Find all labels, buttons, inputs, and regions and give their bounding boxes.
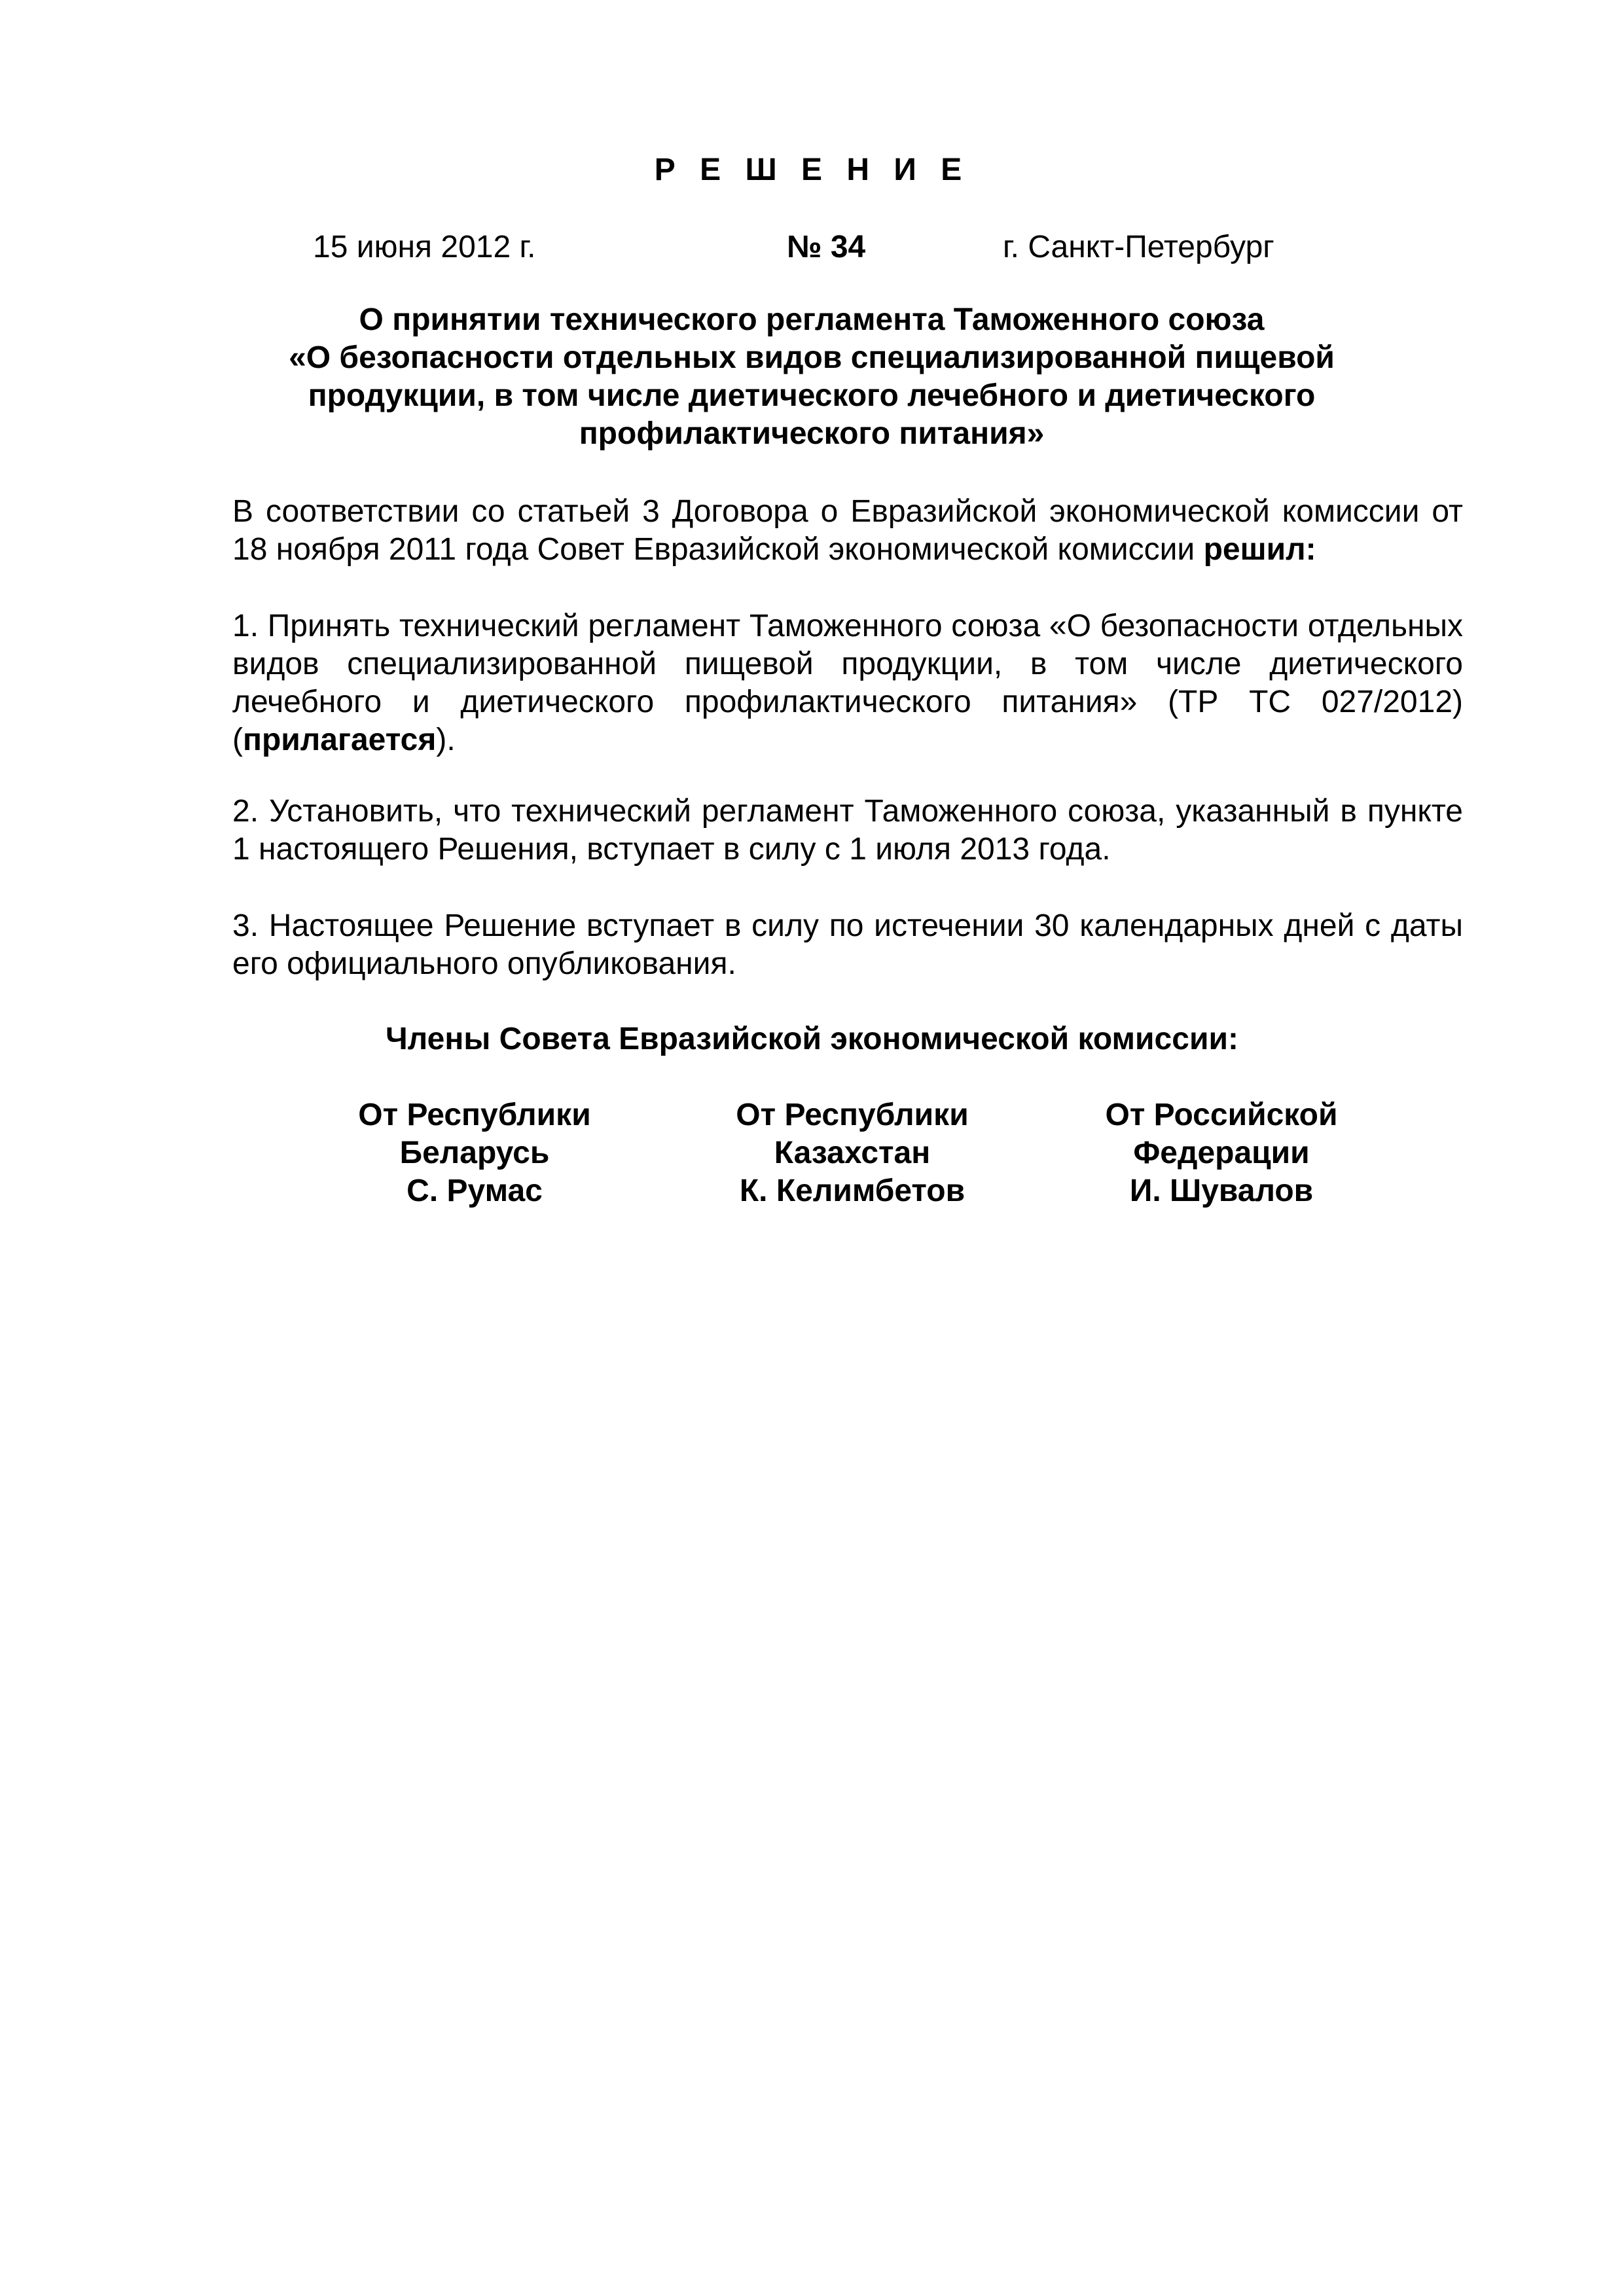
paragraph-1-text: 1. Принять технический регламент Таможенного союза «О безопасности отдельных видов специализированной пищевой продукции, в том числе диетического лечебного и диетического профилактического питания» (ТР ТС 027/2012) ( [232,609,1463,757]
paragraph-3: 3. Настоящее Решение вступает в силу по истечении 30 календарных дней с даты его официального опубликования. [232,908,1463,981]
title-line: «О безопасности отдельных видов специализированной пищевой [289,340,1335,375]
signatory-country-line: Федерации [1133,1136,1310,1170]
signatory-country-line: От Республики [358,1098,591,1132]
paragraph-2: 2. Установить, что технический регламент Таможенного союза, указанный в пункте 1 настоящего Решения, вступает в силу с 1 июля 2013 года. [232,794,1463,867]
members-heading: Члены Совета Евразийской экономической комиссии: [386,1022,1238,1056]
preamble-paragraph [232,493,1463,569]
signatories [0,1096,1624,1227]
signatory-name: С. Румас [406,1174,543,1208]
document-number: № 34 [787,230,866,264]
signatory-country-line: От Республики [736,1098,969,1132]
signatory-name: К. Келимбетов [739,1174,965,1208]
preamble-text: В соответствии со статьей 3 Договора о Евразийской экономической комиссии от 18 ноября 2011 года Совет Евразийской экономической комиссии [232,494,1463,567]
paragraph-1 [232,607,1463,759]
paragraph-1-emphasis: прилагается [242,723,437,757]
signatory-country-line: Казахстан [774,1136,931,1170]
signatory-country-line: От Российской [1105,1098,1338,1132]
document-title [249,301,1375,453]
signatory-name: И. Шувалов [1129,1174,1314,1208]
document-date: 15 июня 2012 г. [313,230,536,264]
signatory-belarus [304,1096,645,1210]
signatory-country-line: Беларусь [399,1136,550,1170]
title-line: профилактического питания» [579,416,1045,451]
signatory-russia [1051,1096,1392,1210]
document-heading: Р Е Ш Е Н И Е [654,152,970,187]
signatory-kazakhstan [682,1096,1022,1210]
document-meta [0,229,1624,268]
preamble-decision: решил: [1203,532,1316,567]
title-line: О принятии технического регламента Таможенного союза [359,302,1265,337]
title-line: продукции, в том числе диетического лечебного и диетического [308,378,1316,413]
document-city: г. Санкт-Петербург [1003,230,1274,264]
paragraph-1-suffix: ). [436,723,456,757]
